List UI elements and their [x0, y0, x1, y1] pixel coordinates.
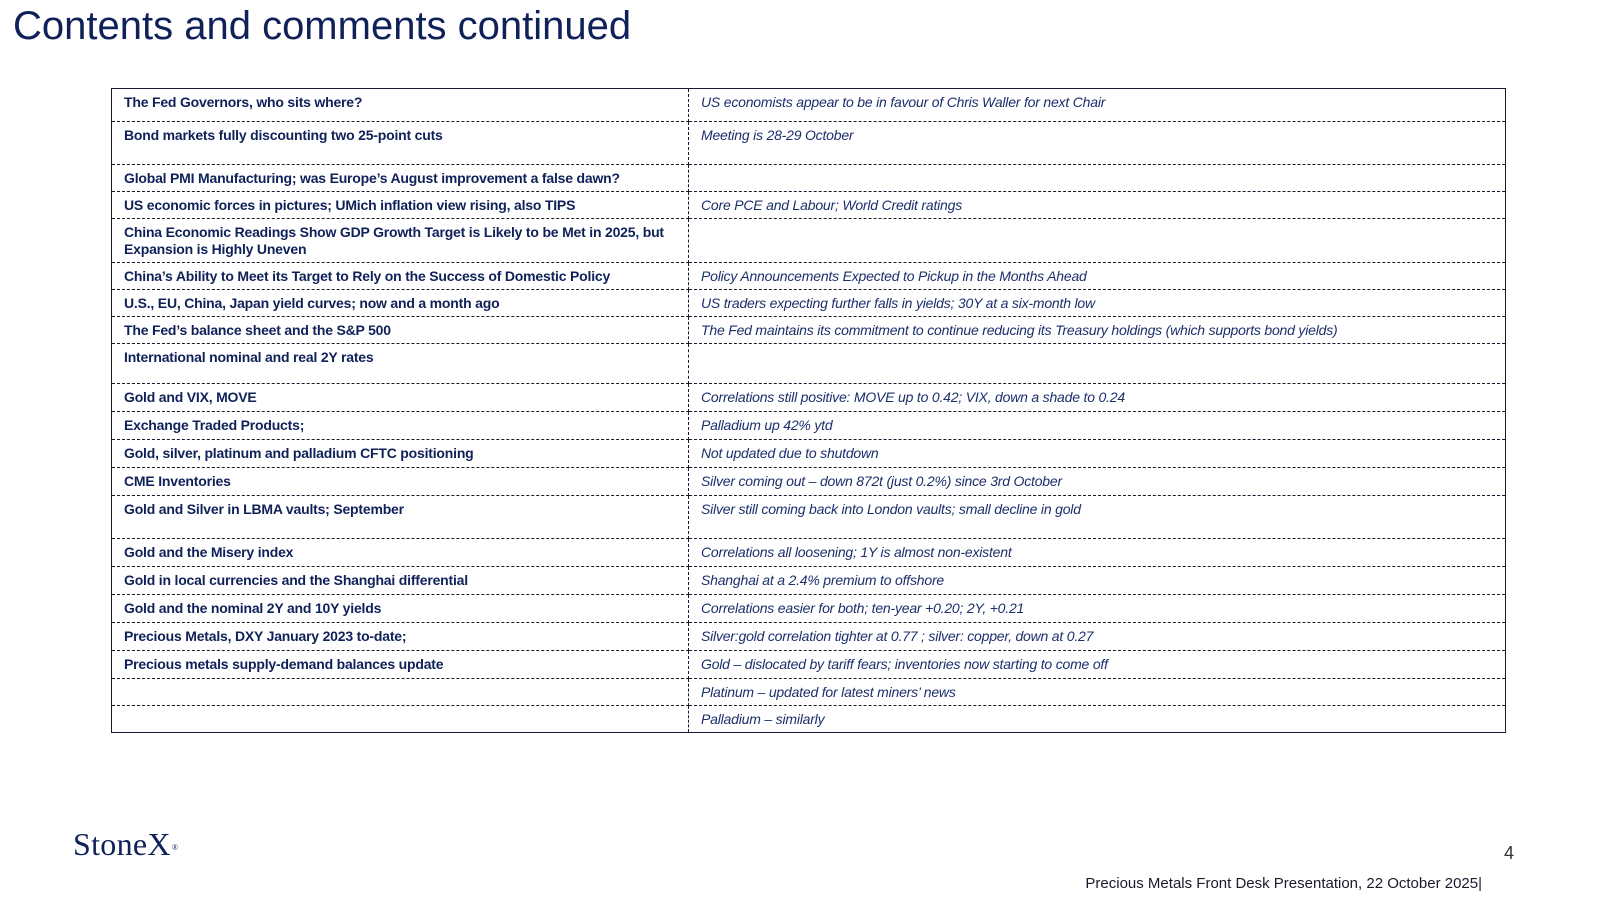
topic-cell: Bond markets fully discounting two 25-point cuts [112, 122, 689, 165]
comment-cell: Correlations all loosening; 1Y is almost non-existent [689, 539, 1506, 567]
logo-wordmark: StoneX [73, 826, 171, 862]
comment-cell [689, 219, 1506, 263]
table-row [112, 496, 1506, 539]
table-row [112, 440, 1506, 468]
topic-cell: Global PMI Manufacturing; was Europe’s August improvement a false dawn? [112, 165, 689, 192]
comment-cell: US traders expecting further falls in yields; 30Y at a six-month low [689, 290, 1506, 317]
contents-table [111, 88, 1506, 733]
table-row [112, 595, 1506, 623]
table-row [112, 706, 1506, 733]
table-row [112, 317, 1506, 344]
topic-cell: Precious metals supply-demand balances update [112, 651, 689, 679]
table-row [112, 219, 1506, 263]
table-row [112, 567, 1506, 595]
comment-cell: Gold – dislocated by tariff fears; inventories now starting to come off [689, 651, 1506, 679]
topic-cell: CME Inventories [112, 468, 689, 496]
comment-cell: Silver coming out – down 872t (just 0.2%) since 3rd October [689, 468, 1506, 496]
topic-cell: Gold and VIX, MOVE [112, 384, 689, 412]
comment-cell: Meeting is 28-29 October [689, 122, 1506, 165]
topic-cell [112, 679, 689, 706]
table-row [112, 263, 1506, 290]
table-row [112, 412, 1506, 440]
comment-cell: Platinum – updated for latest miners’ news [689, 679, 1506, 706]
topic-cell: The Fed’s balance sheet and the S&P 500 [112, 317, 689, 344]
comment-cell: Core PCE and Labour; World Credit ratings [689, 192, 1506, 219]
comment-cell: The Fed maintains its commitment to continue reducing its Treasury holdings (which supports bond yields) [689, 317, 1506, 344]
comment-cell: Correlations still positive: MOVE up to 0.42; VIX, down a shade to 0.24 [689, 384, 1506, 412]
comment-cell: Shanghai at a 2.4% premium to offshore [689, 567, 1506, 595]
topic-cell: Gold in local currencies and the Shanghai differential [112, 567, 689, 595]
table-row [112, 623, 1506, 651]
topic-cell: Gold and the nominal 2Y and 10Y yields [112, 595, 689, 623]
table-row [112, 192, 1506, 219]
comment-cell: Silver still coming back into London vaults; small decline in gold [689, 496, 1506, 539]
table-row [112, 122, 1506, 165]
slide-title: Contents and comments continued [13, 4, 632, 48]
table-row [112, 651, 1506, 679]
topic-cell: Gold and the Misery index [112, 539, 689, 567]
table-row [112, 165, 1506, 192]
page-number: 4 [1504, 843, 1515, 863]
comment-cell: Silver:gold correlation tighter at 0.77 ; silver: copper, down at 0.27 [689, 623, 1506, 651]
topic-cell: Precious Metals, DXY January 2023 to-date; [112, 623, 689, 651]
registered-mark: ® [171, 843, 179, 852]
topic-cell: China’s Ability to Meet its Target to Rely on the Success of Domestic Policy [112, 263, 689, 290]
comment-cell [689, 344, 1506, 384]
comment-cell: Palladium – similarly [689, 706, 1506, 733]
table-row [112, 89, 1506, 122]
topic-cell [112, 706, 689, 733]
presentation-footer: Precious Metals Front Desk Presentation, 22 October 2025| [1085, 875, 1482, 892]
topic-cell: US economic forces in pictures; UMich inflation view rising, also TIPS [112, 192, 689, 219]
topic-cell: China Economic Readings Show GDP Growth Target is Likely to be Met in 2025, but Expansion is Highly Uneven [112, 219, 689, 263]
table-row [112, 344, 1506, 384]
comment-cell [689, 165, 1506, 192]
table-row [112, 539, 1506, 567]
comment-cell: Not updated due to shutdown [689, 440, 1506, 468]
topic-cell: The Fed Governors, who sits where? [112, 89, 689, 122]
comment-cell: US economists appear to be in favour of Chris Waller for next Chair [689, 89, 1506, 122]
table-row [112, 679, 1506, 706]
topic-cell: Exchange Traded Products; [112, 412, 689, 440]
comment-cell: Policy Announcements Expected to Pickup in the Months Ahead [689, 263, 1506, 290]
table-row [112, 290, 1506, 317]
topic-cell: U.S., EU, China, Japan yield curves; now and a month ago [112, 290, 689, 317]
comment-cell: Correlations easier for both; ten-year +0.20; 2Y, +0.21 [689, 595, 1506, 623]
stonex-logo [73, 826, 177, 862]
comment-cell: Palladium up 42% ytd [689, 412, 1506, 440]
topic-cell: Gold, silver, platinum and palladium CFTC positioning [112, 440, 689, 468]
topic-cell: Gold and Silver in LBMA vaults; September [112, 496, 689, 539]
table-row [112, 384, 1506, 412]
topic-cell: International nominal and real 2Y rates [112, 344, 689, 384]
table-row [112, 468, 1506, 496]
